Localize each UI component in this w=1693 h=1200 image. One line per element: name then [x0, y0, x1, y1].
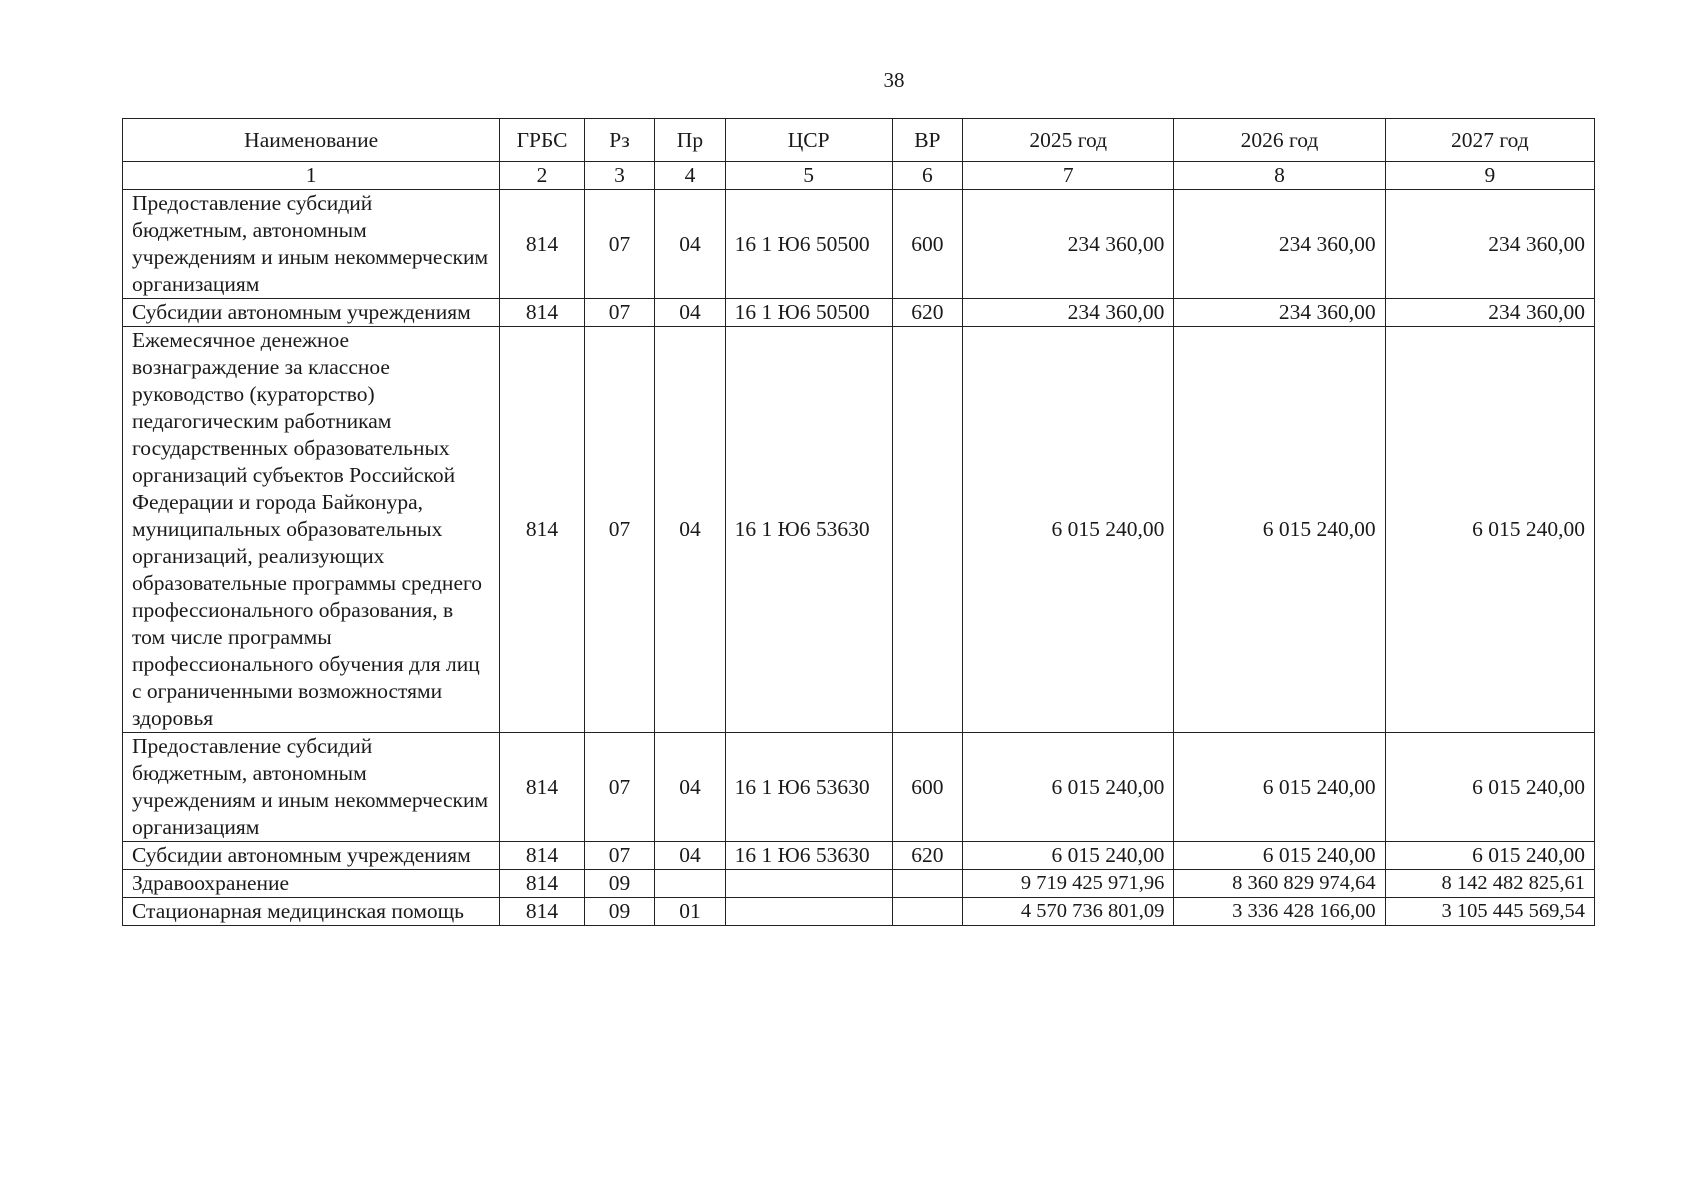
column-header-csr: ЦСР: [725, 119, 892, 162]
table-row: [123, 842, 1595, 870]
row-name: Ежемесячное денежное вознаграждение за классное руководство (кураторство) педагогическим работникам государственных образовательных организаций субъектов Российской Федерации и города Байконура, муниципальных образовательных организаций, реализующих образовательные программы среднего профессионального образования, в том числе программы профессионального обучения для лиц с ограниченными возможностями здоровья: [123, 327, 500, 733]
cell-2026: 6 015 240,00: [1174, 842, 1385, 870]
column-header-name: Наименование: [123, 119, 500, 162]
cell-2027: 3 105 445 569,54: [1385, 898, 1594, 926]
cell-pr: 01: [655, 898, 725, 926]
table-row: [123, 733, 1595, 842]
cell-vr: 620: [892, 299, 962, 327]
page-number: 38: [883, 68, 905, 92]
cell-2025: 6 015 240,00: [963, 842, 1174, 870]
cell-2025: 6 015 240,00: [963, 733, 1174, 842]
cell-csr: 16 1 Ю6 50500: [725, 299, 892, 327]
row-name: Стационарная медицинская помощь: [123, 898, 500, 926]
cell-pr: 04: [655, 190, 725, 299]
cell-vr: 600: [892, 190, 962, 299]
cell-csr: 16 1 Ю6 53630: [725, 733, 892, 842]
cell-vr: 620: [892, 842, 962, 870]
cell-2025: 4 570 736 801,09: [963, 898, 1174, 926]
column-header-rz: Рз: [584, 119, 654, 162]
cell-rz: 09: [584, 870, 654, 898]
cell-pr: [655, 870, 725, 898]
cell-csr: 16 1 Ю6 50500: [725, 190, 892, 299]
cell-rz: 07: [584, 299, 654, 327]
cell-vr: [892, 870, 962, 898]
column-number: 4: [655, 162, 725, 190]
cell-rz: 07: [584, 733, 654, 842]
row-name: Предоставление субсидий бюджетным, автономным учреждениям и иным некоммерческим организациям: [123, 733, 500, 842]
cell-csr: [725, 898, 892, 926]
column-header-vr: ВР: [892, 119, 962, 162]
cell-grbs: 814: [500, 842, 585, 870]
cell-2026: 6 015 240,00: [1174, 327, 1385, 733]
column-number: 1: [123, 162, 500, 190]
cell-grbs: 814: [500, 733, 585, 842]
column-header-2027: 2027 год: [1385, 119, 1594, 162]
row-name: Предоставление субсидий бюджетным, автономным учреждениям и иным некоммерческим организациям: [123, 190, 500, 299]
cell-2025: 6 015 240,00: [963, 327, 1174, 733]
column-number: 5: [725, 162, 892, 190]
cell-2026: 8 360 829 974,64: [1174, 870, 1385, 898]
table-row: [123, 870, 1595, 898]
cell-vr: 600: [892, 733, 962, 842]
cell-2027: 8 142 482 825,61: [1385, 870, 1594, 898]
column-number-row: [123, 162, 1595, 190]
table-row: [123, 898, 1595, 926]
cell-vr: [892, 898, 962, 926]
cell-csr: 16 1 Ю6 53630: [725, 327, 892, 733]
cell-rz: 07: [584, 842, 654, 870]
column-header-grbs: ГРБС: [500, 119, 585, 162]
row-name: Здравоохранение: [123, 870, 500, 898]
cell-2027: 234 360,00: [1385, 190, 1594, 299]
column-header-2026: 2026 год: [1174, 119, 1385, 162]
budget-table: [122, 118, 1595, 926]
cell-grbs: 814: [500, 898, 585, 926]
cell-2025: 9 719 425 971,96: [963, 870, 1174, 898]
column-number: 8: [1174, 162, 1385, 190]
table-row: [123, 299, 1595, 327]
cell-2027: 6 015 240,00: [1385, 842, 1594, 870]
cell-grbs: 814: [500, 327, 585, 733]
cell-grbs: 814: [500, 190, 585, 299]
cell-pr: 04: [655, 299, 725, 327]
column-number: 6: [892, 162, 962, 190]
cell-2025: 234 360,00: [963, 190, 1174, 299]
table-row: [123, 327, 1595, 733]
cell-pr: 04: [655, 733, 725, 842]
cell-pr: 04: [655, 327, 725, 733]
column-number: 7: [963, 162, 1174, 190]
cell-vr: [892, 327, 962, 733]
cell-rz: 09: [584, 898, 654, 926]
cell-grbs: 814: [500, 299, 585, 327]
row-name: Субсидии автономным учреждениям: [123, 842, 500, 870]
cell-pr: 04: [655, 842, 725, 870]
cell-2026: 234 360,00: [1174, 190, 1385, 299]
column-number: 9: [1385, 162, 1594, 190]
column-header-pr: Пр: [655, 119, 725, 162]
table-row: [123, 190, 1595, 299]
column-header-2025: 2025 год: [963, 119, 1174, 162]
cell-2027: 6 015 240,00: [1385, 733, 1594, 842]
cell-2026: 234 360,00: [1174, 299, 1385, 327]
column-number: 3: [584, 162, 654, 190]
cell-rz: 07: [584, 190, 654, 299]
cell-csr: 16 1 Ю6 53630: [725, 842, 892, 870]
cell-2026: 3 336 428 166,00: [1174, 898, 1385, 926]
row-name: Субсидии автономным учреждениям: [123, 299, 500, 327]
column-number: 2: [500, 162, 585, 190]
header-row: [123, 119, 1595, 162]
cell-csr: [725, 870, 892, 898]
cell-rz: 07: [584, 327, 654, 733]
cell-grbs: 814: [500, 870, 585, 898]
cell-2026: 6 015 240,00: [1174, 733, 1385, 842]
cell-2027: 6 015 240,00: [1385, 327, 1594, 733]
cell-2025: 234 360,00: [963, 299, 1174, 327]
cell-2027: 234 360,00: [1385, 299, 1594, 327]
